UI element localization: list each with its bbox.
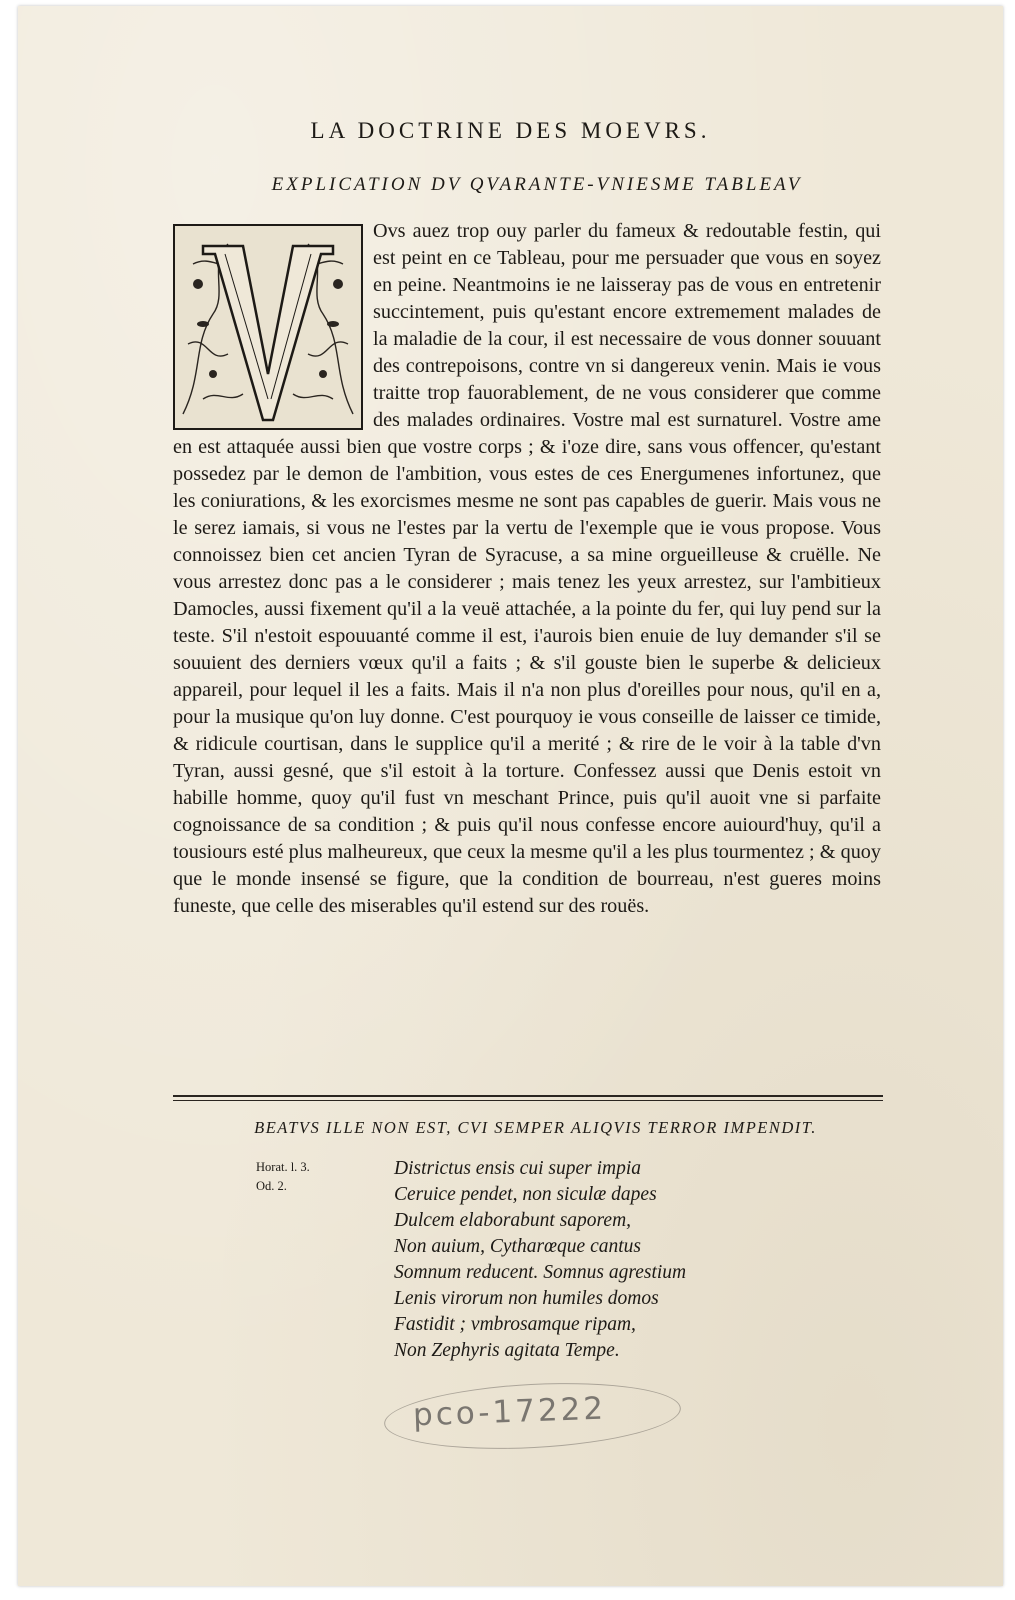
verse-block xyxy=(394,1156,686,1364)
verse-line: Non Zephyris agitata Tempe. xyxy=(394,1340,620,1361)
pencil-shelfmark: pco-17222 xyxy=(412,1390,607,1434)
body-paragraph xyxy=(173,218,881,920)
verse-line: Dulcem elaborabunt saporem, xyxy=(394,1210,632,1231)
citation-line: Horat. l. 3. xyxy=(256,1160,310,1174)
verse-citation xyxy=(256,1158,356,1196)
citation-line: Od. 2. xyxy=(256,1179,287,1193)
motto-line: BEATVS ILLE NON EST, CVI SEMPER ALIQVIS TERROR IMPENDIT. xyxy=(254,1118,817,1137)
verse-line: Districtus ensis cui super impia xyxy=(394,1158,641,1179)
verse-line: Lenis virorum non humiles domos xyxy=(394,1288,659,1309)
verse-line: Non auium, Cytharœque cantus xyxy=(394,1236,641,1257)
ornament-icon xyxy=(173,224,363,430)
decorated-initial-letter xyxy=(173,224,363,430)
body-text: Ovs auez trop ouy parler du fameux & redoutable festin, qui est peint en ce Tableau, pour me persuader que vous en soyez en peine. Neantmoins ie ne laisseray pas de vous en entretenir succintement, puis qu'estant encore extremement malades de la maladie de la cour, il est necessaire de vous donner souuant des contrepoisons, contre vn si dangereux venin. Mais ie vous traitte trop fauorablement, de ne vous considerer que comme des malades ordinaires. Vostre mal est surnaturel. Vostre ame en est attaquée aussi bien que vostre corps ; & i'oze dire, sans vous offencer, qu'estant possedez par le demon de l'ambition, vous estes de ces Energumenes infortunez, que les coniurations, & les exorcismes mesme ne sont pas capables de guerir. Mais vous ne le serez iamais, si vous ne l'estes par la vertu de l'exemple que ie vous propose. Vous connoissez bien cet ancien Tyran de Syracuse, a sa mine orgueilleuse & cruëlle. Ne vous arrestez donc pas a le considerer ; mais tenez les yeux arrestez, sur l'ambitieux Damocles, aussi fixement qu'il a la veuë attachée, a la pointe du fer, qui luy pend sur la teste. S'il n'estoit espouuanté comme il est, i'aurois bien enuie de luy demander s'il se souuient des derniers vœux qu'il a faits ; & s'il gouste bien le superbe & delicieux appareil, pour lequel il les a faits. Mais il n'a non plus d'oreilles pour nous, qu'il en a, pour la musique qu'on luy donne. C'est pourquoy ie vous conseille de laisser ce timide, & ridicule courtisan, dans le supplice qu'il a merité ; & rire de le voir à la table d'vn Tyran, aussi gesné, que s'il estoit à la torture. Confessez aussi que Denis estoit vn habille homme, quoy qu'il fust vn meschant Prince, puis qu'il auoit vne si parfaite cognoissance de sa condition ; & puis qu'il nous confesse encore auiourd'huy, qu'il a tousiours esté plus malheureux, que ceux la mesme qu'il a les plus tourmentez ; & quoy que le monde insensé se figure, que la condition de bourreau, n'est gueres moins funeste, que celle des miserables qu'il estend sur des rouës. xyxy=(173,220,881,917)
verse-line: Somnum reducent. Somnus agrestium xyxy=(394,1262,687,1283)
verse-line: Ceruice pendet, non siculæ dapes xyxy=(394,1184,657,1205)
section-title: EXPLICATION DV QVARANTE-VNIESME TABLEAV xyxy=(271,174,803,195)
page-sheet xyxy=(18,6,1003,1586)
running-head: LA DOCTRINE DES MOEVRS. xyxy=(310,118,711,143)
verse-line: Fastidit ; vmbrosamque ripam, xyxy=(394,1314,636,1335)
horizontal-rule xyxy=(173,1095,883,1101)
